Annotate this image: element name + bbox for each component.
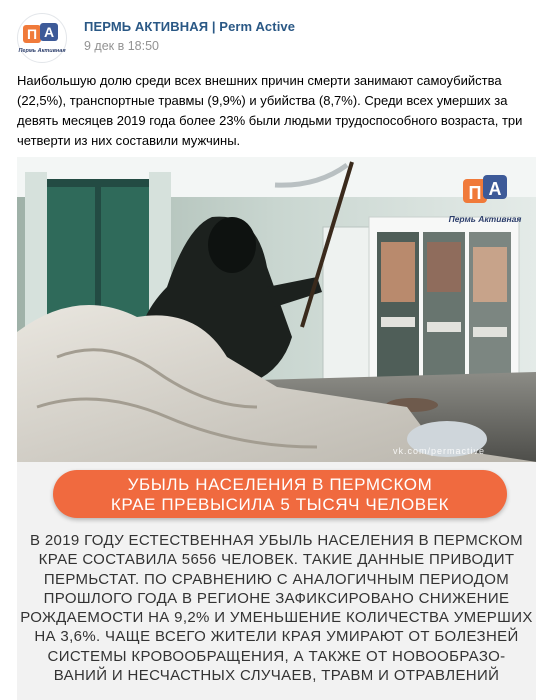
headline-banner bbox=[53, 470, 507, 518]
body-line: СИСТЕМЫ КРОВООБРАЩЕНИЯ, А ТАКЖЕ ОТ НОВООБРАЗО- bbox=[47, 647, 506, 665]
image-body-text bbox=[17, 531, 536, 685]
post-image[interactable] bbox=[17, 157, 536, 700]
svg-text:П: П bbox=[468, 183, 482, 203]
body-line: КРАЕ СОСТАВИЛА 5656 ЧЕЛОВЕК. ТАКИЕ ДАННЫЕ ПРИВОДИТ bbox=[38, 551, 515, 569]
post-author-link[interactable]: ПЕРМЬ АКТИВНАЯ | Perm Active bbox=[84, 19, 296, 34]
avatar-logo bbox=[18, 22, 66, 54]
headline-line-2: КРАЕ ПРЕВЫСИЛА 5 ТЫСЯЧ ЧЕЛОВЕК bbox=[110, 495, 450, 514]
image-watermark: vk.com/permactive bbox=[393, 446, 486, 456]
body-line: ПЕРМЬСТАТ. ПО СРАВНЕНИЮ С АНАЛОГИЧНЫМ ПЕРИОДОМ bbox=[43, 570, 510, 588]
post-text: Наибольшую долю среди всех внешних причин смерти занимают самоубийства (22,5%), транспортные травмы (9,9%) и убийства (8,7%). Среди всех умерших за девять месяцев 2019 года более 23% были людьми трудоспособного возраста, три четверти из них составили мужчины. bbox=[17, 73, 523, 148]
body-line: НА 3,6%. ЧАЩЕ ВСЕГО ЖИТЕЛИ КРАЯ УМИРАЮТ ОТ БОЛЕЗНЕЙ bbox=[34, 628, 519, 646]
body-line: В 2019 ГОДУ ЕСТЕСТВЕННАЯ УБЫЛЬ НАСЕЛЕНИЯ В ПЕРМСКОМ bbox=[29, 532, 524, 549]
community-avatar[interactable] bbox=[17, 13, 67, 63]
post-header bbox=[17, 13, 537, 63]
svg-text:А: А bbox=[43, 24, 55, 40]
body-line: РОЖДАЕМОСТИ НА 9,2% И УМЕНЬШЕНИЕ КОЛИЧЕСТВА УМЕРШИХ bbox=[20, 609, 533, 627]
body-line: ПРОШЛОГО ГОДА В РЕГИОНЕ ЗАФИКСИРОВАНО СНИЖЕНИЕ bbox=[43, 589, 510, 607]
post-date-link[interactable]: 9 дек в 18:50 bbox=[84, 39, 160, 53]
svg-text:Пермь Активная: Пермь Активная bbox=[18, 48, 66, 54]
svg-text:П: П bbox=[26, 26, 38, 42]
brand-caption: Пермь Активная bbox=[448, 214, 522, 224]
body-line: ВАНИЙ И НЕСЧАСТНЫХ СЛУЧАЕВ, ТРАВМ И ОТРАВЛЕНИЙ bbox=[53, 667, 500, 685]
svg-text:А: А bbox=[488, 179, 502, 199]
brand-logo bbox=[445, 173, 525, 228]
headline-line-1: УБЫЛЬ НАСЕЛЕНИЯ В ПЕРМСКОМ bbox=[127, 475, 433, 494]
